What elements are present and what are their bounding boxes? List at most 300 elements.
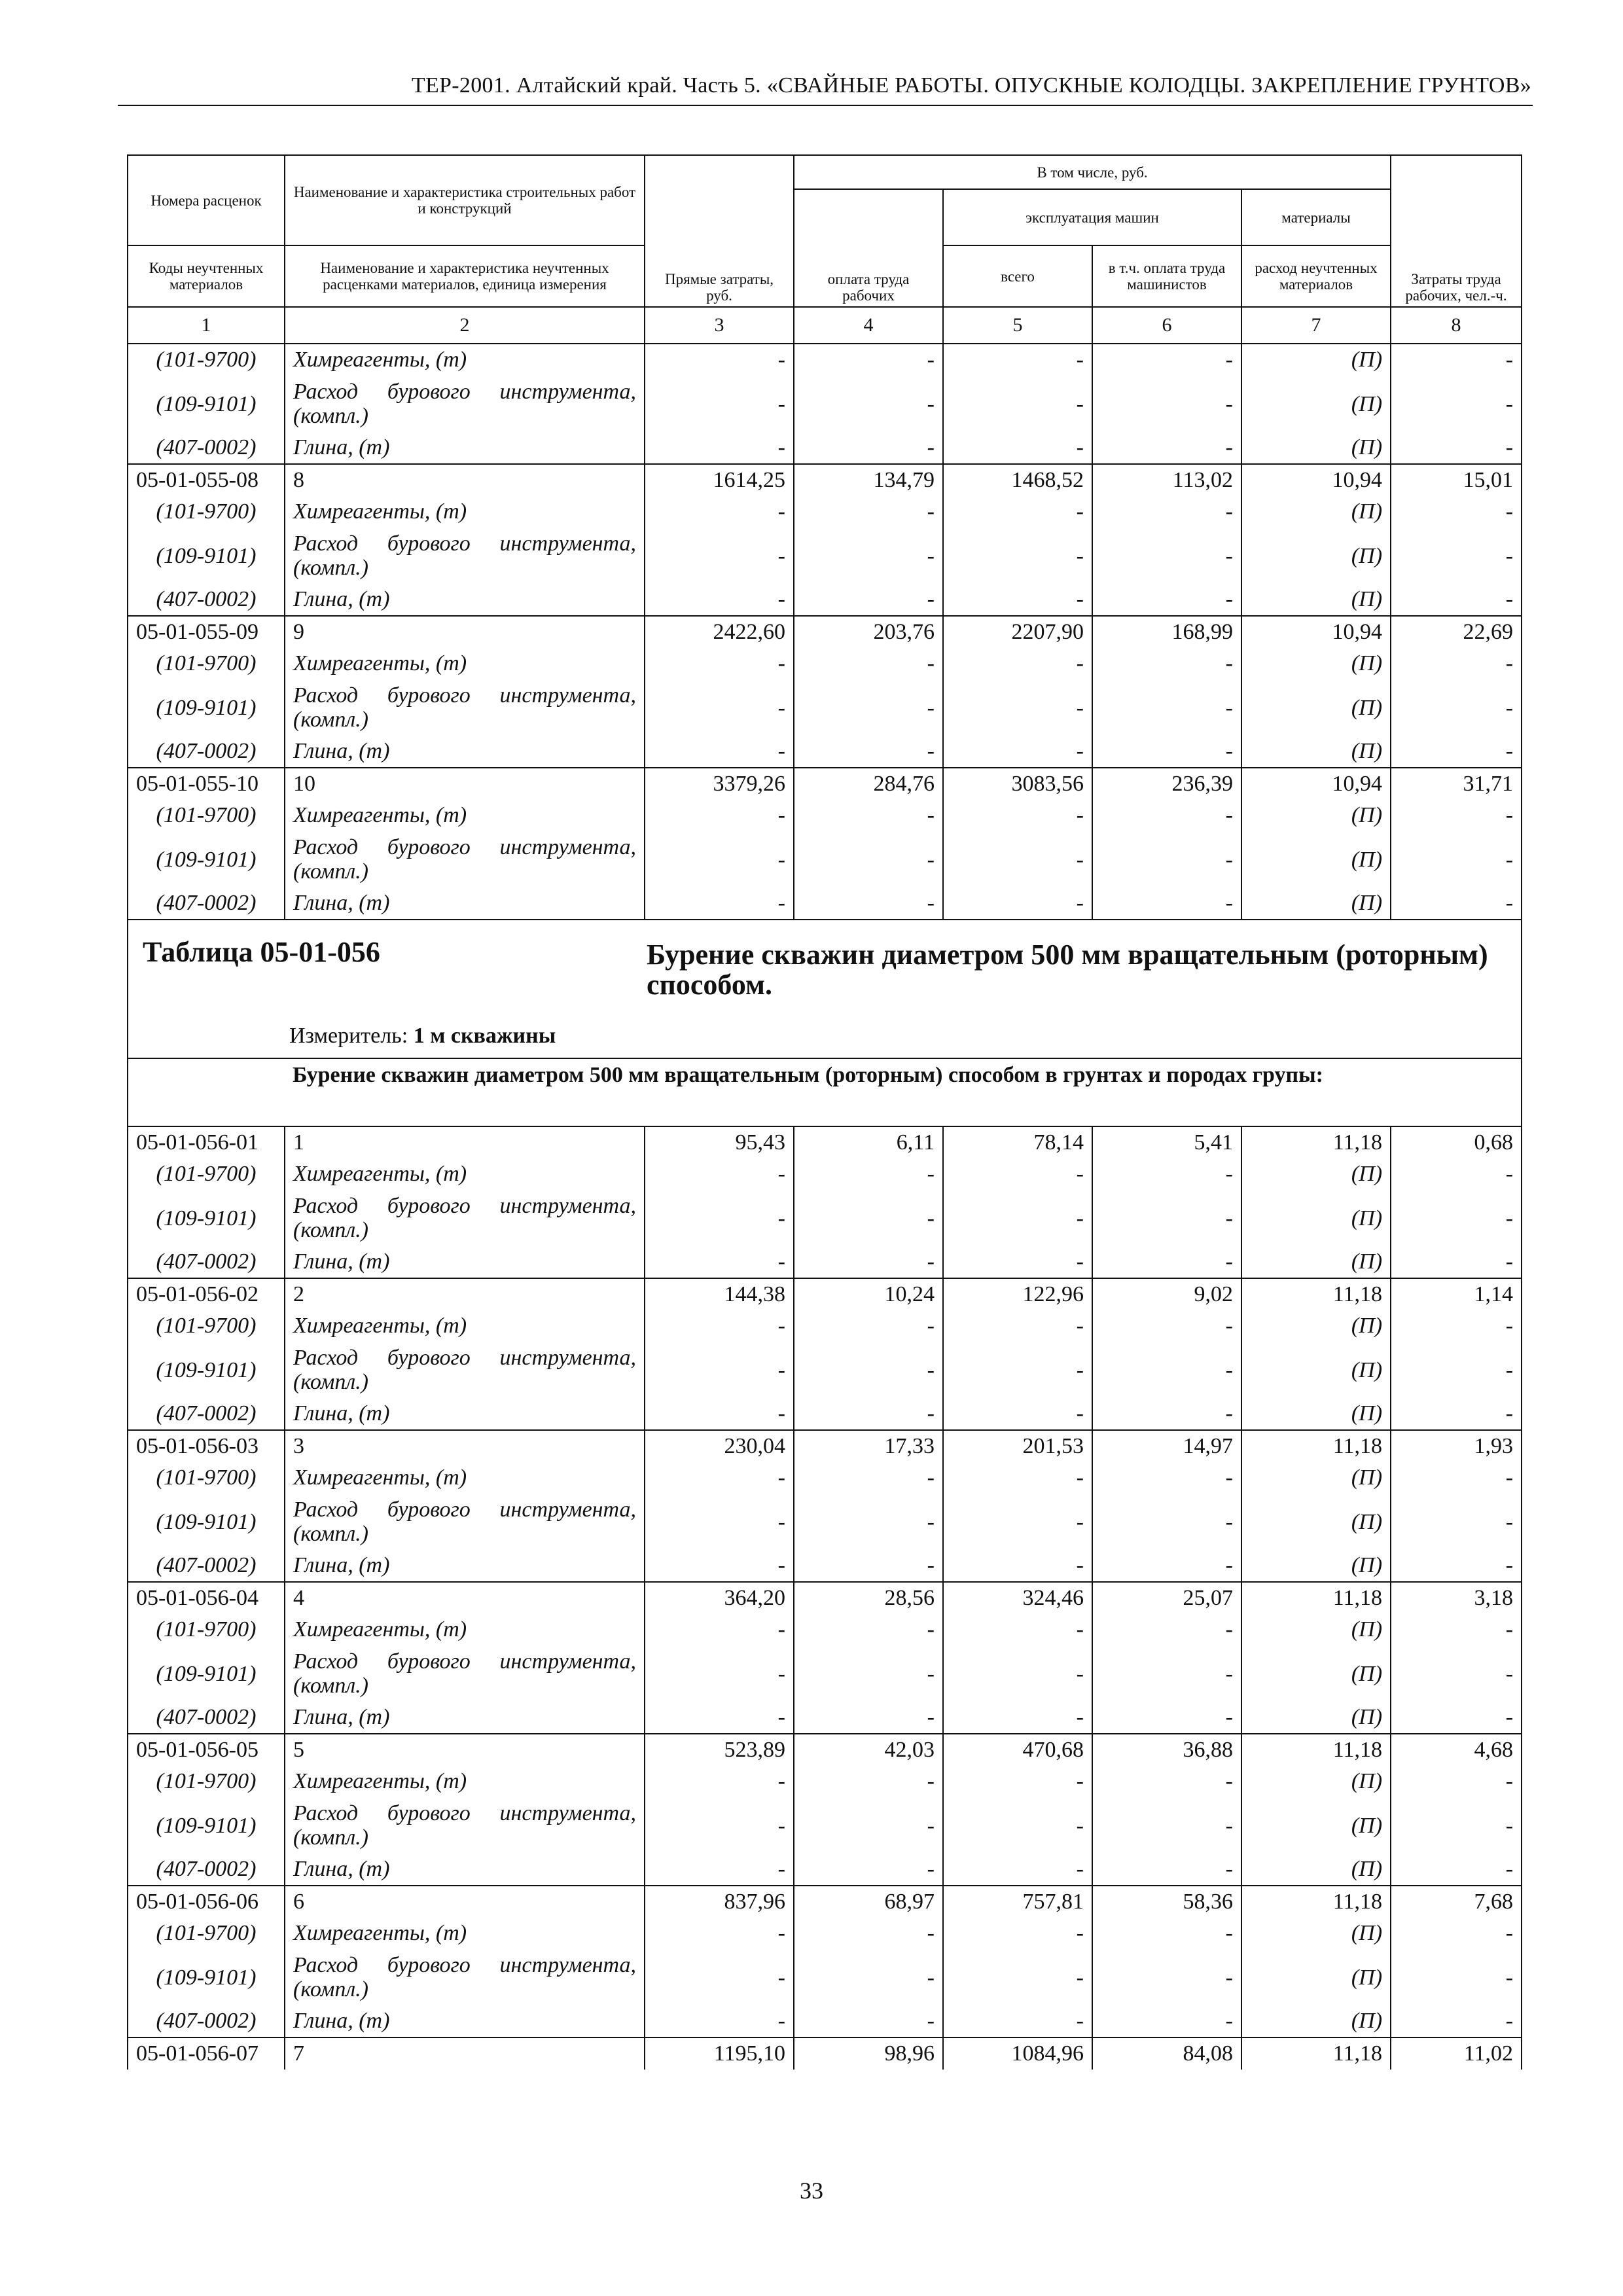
material-usage: (П) bbox=[1241, 1766, 1391, 1797]
worker-pay: - bbox=[794, 831, 943, 888]
measure-unit bbox=[289, 1024, 556, 1049]
material-code: (109-9101) bbox=[128, 376, 285, 432]
material-usage: (П) bbox=[1241, 344, 1391, 376]
machinist-pay: 14,97 bbox=[1092, 1430, 1241, 1462]
header-work-name: Наименование и характеристика строительных работ и конструкций bbox=[285, 155, 645, 245]
labor-costs: 1,14 bbox=[1391, 1278, 1522, 1310]
rate-row bbox=[128, 1582, 1522, 1614]
material-row bbox=[128, 1949, 1522, 2005]
material-name: Химреагенты, (т) bbox=[285, 800, 645, 831]
header-machine-operation: эксплуатация машин bbox=[943, 189, 1241, 245]
direct-costs: - bbox=[645, 1645, 794, 1702]
direct-costs: - bbox=[645, 648, 794, 679]
material-usage: (П) bbox=[1241, 800, 1391, 831]
direct-costs: - bbox=[645, 1310, 794, 1342]
material-code: (407-0002) bbox=[128, 432, 285, 464]
material-usage: 10,94 bbox=[1241, 616, 1391, 648]
machinist-pay: - bbox=[1092, 1158, 1241, 1190]
worker-pay: - bbox=[794, 1918, 943, 1949]
machines-total: - bbox=[943, 344, 1092, 376]
direct-costs: - bbox=[645, 1614, 794, 1645]
labor-costs: - bbox=[1391, 1462, 1522, 1494]
machinist-pay: - bbox=[1092, 648, 1241, 679]
machinist-pay: - bbox=[1092, 1462, 1241, 1494]
worker-pay: - bbox=[794, 1398, 943, 1430]
material-name: Расход бурового инструмента, (компл.) bbox=[285, 1342, 645, 1398]
table-description: Бурение скважин диаметром 500 мм вращательным (роторным) способом. bbox=[647, 939, 1488, 1001]
material-usage: 11,18 bbox=[1241, 1126, 1391, 1158]
machines-total: 757,81 bbox=[943, 1886, 1092, 1918]
material-usage: 11,18 bbox=[1241, 1278, 1391, 1310]
machines-total: - bbox=[943, 831, 1092, 888]
direct-costs: - bbox=[645, 496, 794, 528]
material-usage: (П) bbox=[1241, 376, 1391, 432]
rate-name: 1 bbox=[285, 1126, 645, 1158]
worker-pay: - bbox=[794, 1462, 943, 1494]
material-name: Химреагенты, (т) bbox=[285, 1918, 645, 1949]
section-heading: Бурение скважин диаметром 500 мм вращательным (роторным) способом в грунтах и породах групы: bbox=[285, 1058, 1522, 1126]
machines-total: - bbox=[943, 1702, 1092, 1734]
column-number: 7 bbox=[1241, 307, 1391, 344]
machinist-pay: - bbox=[1092, 1246, 1241, 1278]
labor-costs: - bbox=[1391, 1766, 1522, 1797]
material-row bbox=[128, 1854, 1522, 1886]
header-machinist-pay: в т.ч. оплата труда машинистов bbox=[1092, 245, 1241, 307]
rate-name: 4 bbox=[285, 1582, 645, 1614]
material-name: Химреагенты, (т) bbox=[285, 1158, 645, 1190]
machines-total: - bbox=[943, 528, 1092, 584]
material-name: Химреагенты, (т) bbox=[285, 344, 645, 376]
material-row bbox=[128, 584, 1522, 616]
section-spacer bbox=[128, 1058, 285, 1126]
material-usage: (П) bbox=[1241, 528, 1391, 584]
machinist-pay: 58,36 bbox=[1092, 1886, 1241, 1918]
machines-total: - bbox=[943, 2005, 1092, 2037]
direct-costs: 837,96 bbox=[645, 1886, 794, 1918]
direct-costs: - bbox=[645, 1462, 794, 1494]
material-usage: (П) bbox=[1241, 1550, 1391, 1582]
labor-costs: - bbox=[1391, 1614, 1522, 1645]
machinist-pay: - bbox=[1092, 831, 1241, 888]
material-row bbox=[128, 1918, 1522, 1949]
table-05-01-055-continuation bbox=[128, 344, 1522, 920]
measure-prefix: Измеритель: bbox=[289, 1024, 414, 1048]
machines-total: - bbox=[943, 1797, 1092, 1854]
worker-pay: - bbox=[794, 2005, 943, 2037]
direct-costs: - bbox=[645, 1158, 794, 1190]
column-number: 1 bbox=[128, 307, 285, 344]
worker-pay: - bbox=[794, 528, 943, 584]
machines-total: 1468,52 bbox=[943, 464, 1092, 496]
machines-total: 201,53 bbox=[943, 1430, 1092, 1462]
direct-costs: - bbox=[645, 831, 794, 888]
material-code: (407-0002) bbox=[128, 2005, 285, 2037]
direct-costs: - bbox=[645, 1949, 794, 2005]
machines-total: - bbox=[943, 584, 1092, 616]
direct-costs: - bbox=[645, 1190, 794, 1246]
direct-costs: 1195,10 bbox=[645, 2037, 794, 2070]
table-05-01-056 bbox=[128, 1126, 1522, 2070]
material-row bbox=[128, 344, 1522, 376]
material-name: Химреагенты, (т) bbox=[285, 1614, 645, 1645]
machinist-pay: - bbox=[1092, 1854, 1241, 1886]
material-name: Глина, (т) bbox=[285, 1246, 645, 1278]
worker-pay: - bbox=[794, 376, 943, 432]
worker-pay: - bbox=[794, 1702, 943, 1734]
rate-name: 5 bbox=[285, 1734, 645, 1766]
material-usage: (П) bbox=[1241, 584, 1391, 616]
material-usage: (П) bbox=[1241, 831, 1391, 888]
material-code: (407-0002) bbox=[128, 1246, 285, 1278]
machines-total: - bbox=[943, 1854, 1092, 1886]
material-usage: 10,94 bbox=[1241, 768, 1391, 800]
header-material-codes: Коды неучтенных материалов bbox=[128, 245, 285, 307]
worker-pay: 98,96 bbox=[794, 2037, 943, 2070]
header-machines-total: всего bbox=[943, 245, 1092, 307]
material-usage: 10,94 bbox=[1241, 464, 1391, 496]
rate-name: 10 bbox=[285, 768, 645, 800]
material-row bbox=[128, 1550, 1522, 1582]
machinist-pay: 36,88 bbox=[1092, 1734, 1241, 1766]
rate-row bbox=[128, 1126, 1522, 1158]
worker-pay: 17,33 bbox=[794, 1430, 943, 1462]
rate-row bbox=[128, 768, 1522, 800]
material-usage: (П) bbox=[1241, 1494, 1391, 1550]
machines-total: - bbox=[943, 1949, 1092, 2005]
direct-costs: - bbox=[645, 1702, 794, 1734]
direct-costs: 1614,25 bbox=[645, 464, 794, 496]
material-code: (101-9700) bbox=[128, 1310, 285, 1342]
material-row bbox=[128, 1342, 1522, 1398]
machinist-pay: 84,08 bbox=[1092, 2037, 1241, 2070]
labor-costs: - bbox=[1391, 1310, 1522, 1342]
worker-pay: 134,79 bbox=[794, 464, 943, 496]
machines-total: - bbox=[943, 1918, 1092, 1949]
labor-costs: - bbox=[1391, 1702, 1522, 1734]
table-title-block bbox=[128, 920, 1522, 1058]
direct-costs: - bbox=[645, 1797, 794, 1854]
page-number: 33 bbox=[800, 2178, 823, 2204]
material-row bbox=[128, 1462, 1522, 1494]
machinist-pay: 236,39 bbox=[1092, 768, 1241, 800]
worker-pay: - bbox=[794, 1190, 943, 1246]
direct-costs: 364,20 bbox=[645, 1582, 794, 1614]
rate-name: 3 bbox=[285, 1430, 645, 1462]
header-rule bbox=[118, 105, 1533, 106]
column-number: 5 bbox=[943, 307, 1092, 344]
machinist-pay: - bbox=[1092, 736, 1241, 768]
direct-costs: - bbox=[645, 736, 794, 768]
labor-costs: - bbox=[1391, 648, 1522, 679]
material-usage: (П) bbox=[1241, 1645, 1391, 1702]
column-number: 2 bbox=[285, 307, 645, 344]
header-material-names: Наименование и характеристика неучтенных расценками материалов, единица измерения bbox=[285, 245, 645, 307]
worker-pay: 6,11 bbox=[794, 1126, 943, 1158]
material-name: Расход бурового инструмента, (компл.) bbox=[285, 528, 645, 584]
machinist-pay: - bbox=[1092, 1190, 1241, 1246]
material-usage: (П) bbox=[1241, 1949, 1391, 2005]
direct-costs: - bbox=[645, 1246, 794, 1278]
machines-total: - bbox=[943, 432, 1092, 464]
rate-row bbox=[128, 616, 1522, 648]
machinist-pay: - bbox=[1092, 1918, 1241, 1949]
labor-costs: - bbox=[1391, 584, 1522, 616]
direct-costs: - bbox=[645, 1550, 794, 1582]
machinist-pay: - bbox=[1092, 1550, 1241, 1582]
material-row bbox=[128, 1310, 1522, 1342]
worker-pay: - bbox=[794, 1854, 943, 1886]
worker-pay: - bbox=[794, 496, 943, 528]
rate-row bbox=[128, 2037, 1522, 2070]
labor-costs: - bbox=[1391, 679, 1522, 736]
labor-costs: - bbox=[1391, 2005, 1522, 2037]
machines-total: - bbox=[943, 800, 1092, 831]
machinist-pay: - bbox=[1092, 496, 1241, 528]
labor-costs: - bbox=[1391, 1918, 1522, 1949]
labor-costs: - bbox=[1391, 1342, 1522, 1398]
rate-name: 9 bbox=[285, 616, 645, 648]
labor-costs: 1,93 bbox=[1391, 1430, 1522, 1462]
material-row bbox=[128, 1398, 1522, 1430]
machinist-pay: - bbox=[1092, 1614, 1241, 1645]
material-row bbox=[128, 679, 1522, 736]
material-name: Расход бурового инструмента, (компл.) bbox=[285, 1190, 645, 1246]
rate-row bbox=[128, 1430, 1522, 1462]
direct-costs: - bbox=[645, 344, 794, 376]
material-row bbox=[128, 432, 1522, 464]
rate-code: 05-01-056-06 bbox=[128, 1886, 285, 1918]
material-code: (101-9700) bbox=[128, 1158, 285, 1190]
labor-costs: - bbox=[1391, 1550, 1522, 1582]
labor-costs: - bbox=[1391, 1398, 1522, 1430]
material-usage: (П) bbox=[1241, 1702, 1391, 1734]
worker-pay: - bbox=[794, 1158, 943, 1190]
labor-costs: - bbox=[1391, 344, 1522, 376]
machinist-pay: - bbox=[1092, 376, 1241, 432]
material-row bbox=[128, 1797, 1522, 1854]
worker-pay: - bbox=[794, 1766, 943, 1797]
labor-costs: - bbox=[1391, 1158, 1522, 1190]
material-code: (101-9700) bbox=[128, 648, 285, 679]
machinist-pay: - bbox=[1092, 1702, 1241, 1734]
rate-name: 8 bbox=[285, 464, 645, 496]
direct-costs: - bbox=[645, 584, 794, 616]
direct-costs: 2422,60 bbox=[645, 616, 794, 648]
worker-pay: - bbox=[794, 736, 943, 768]
header-material-usage: расход неучтенных материалов bbox=[1241, 245, 1391, 307]
material-code: (101-9700) bbox=[128, 800, 285, 831]
labor-costs: 15,01 bbox=[1391, 464, 1522, 496]
worker-pay: 284,76 bbox=[794, 768, 943, 800]
worker-pay: - bbox=[794, 679, 943, 736]
direct-costs: - bbox=[645, 1854, 794, 1886]
labor-costs: 31,71 bbox=[1391, 768, 1522, 800]
direct-costs: - bbox=[645, 376, 794, 432]
header-direct-costs: Прямые затраты, руб. bbox=[645, 155, 794, 307]
material-row bbox=[128, 888, 1522, 920]
machines-total: - bbox=[943, 888, 1092, 920]
worker-pay: - bbox=[794, 648, 943, 679]
direct-costs: - bbox=[645, 1918, 794, 1949]
machines-total: - bbox=[943, 679, 1092, 736]
machines-total: - bbox=[943, 1246, 1092, 1278]
material-name: Химреагенты, (т) bbox=[285, 1310, 645, 1342]
material-row bbox=[128, 1645, 1522, 1702]
worker-pay: - bbox=[794, 1614, 943, 1645]
worker-pay: - bbox=[794, 1342, 943, 1398]
direct-costs: 144,38 bbox=[645, 1278, 794, 1310]
column-number: 3 bbox=[645, 307, 794, 344]
material-usage: 11,18 bbox=[1241, 1886, 1391, 1918]
machines-total: - bbox=[943, 1398, 1092, 1430]
material-row bbox=[128, 648, 1522, 679]
material-code: (109-9101) bbox=[128, 1190, 285, 1246]
machines-total: - bbox=[943, 1310, 1092, 1342]
machinist-pay: - bbox=[1092, 528, 1241, 584]
material-row bbox=[128, 1766, 1522, 1797]
worker-pay: - bbox=[794, 1949, 943, 2005]
machinist-pay: - bbox=[1092, 2005, 1241, 2037]
material-code: (109-9101) bbox=[128, 1797, 285, 1854]
rate-code: 05-01-055-10 bbox=[128, 768, 285, 800]
worker-pay: - bbox=[794, 432, 943, 464]
material-name: Химреагенты, (т) bbox=[285, 648, 645, 679]
rate-code: 05-01-056-03 bbox=[128, 1430, 285, 1462]
worker-pay: - bbox=[794, 344, 943, 376]
material-name: Химреагенты, (т) bbox=[285, 1462, 645, 1494]
material-name: Глина, (т) bbox=[285, 1550, 645, 1582]
worker-pay: - bbox=[794, 1797, 943, 1854]
material-usage: (П) bbox=[1241, 1462, 1391, 1494]
material-name: Химреагенты, (т) bbox=[285, 496, 645, 528]
machinist-pay: - bbox=[1092, 888, 1241, 920]
rate-code: 05-01-056-05 bbox=[128, 1734, 285, 1766]
rate-name: 2 bbox=[285, 1278, 645, 1310]
direct-costs: 230,04 bbox=[645, 1430, 794, 1462]
machinist-pay: 5,41 bbox=[1092, 1126, 1241, 1158]
material-row bbox=[128, 736, 1522, 768]
material-row bbox=[128, 1158, 1522, 1190]
material-usage: (П) bbox=[1241, 736, 1391, 768]
machinist-pay: - bbox=[1092, 584, 1241, 616]
column-number: 6 bbox=[1092, 307, 1241, 344]
worker-pay: - bbox=[794, 1494, 943, 1550]
material-code: (101-9700) bbox=[128, 1462, 285, 1494]
column-number: 4 bbox=[794, 307, 943, 344]
machines-total: 78,14 bbox=[943, 1126, 1092, 1158]
material-row bbox=[128, 1494, 1522, 1550]
material-code: (101-9700) bbox=[128, 1918, 285, 1949]
column-number: 8 bbox=[1391, 307, 1522, 344]
machines-total: 324,46 bbox=[943, 1582, 1092, 1614]
rate-row bbox=[128, 464, 1522, 496]
labor-costs: - bbox=[1391, 496, 1522, 528]
machinist-pay: - bbox=[1092, 800, 1241, 831]
labor-costs: - bbox=[1391, 1645, 1522, 1702]
direct-costs: - bbox=[645, 888, 794, 920]
labor-costs: - bbox=[1391, 1494, 1522, 1550]
labor-costs: - bbox=[1391, 1246, 1522, 1278]
machines-total: 3083,56 bbox=[943, 768, 1092, 800]
machines-total: - bbox=[943, 376, 1092, 432]
rate-name: 6 bbox=[285, 1886, 645, 1918]
labor-costs: - bbox=[1391, 528, 1522, 584]
worker-pay: 28,56 bbox=[794, 1582, 943, 1614]
machines-total: 470,68 bbox=[943, 1734, 1092, 1766]
machines-total: - bbox=[943, 1614, 1092, 1645]
material-code: (109-9101) bbox=[128, 831, 285, 888]
material-usage: (П) bbox=[1241, 432, 1391, 464]
material-row bbox=[128, 1702, 1522, 1734]
material-usage: (П) bbox=[1241, 1190, 1391, 1246]
material-usage: (П) bbox=[1241, 1246, 1391, 1278]
material-code: (109-9101) bbox=[128, 1342, 285, 1398]
direct-costs: - bbox=[645, 800, 794, 831]
material-usage: 11,18 bbox=[1241, 1734, 1391, 1766]
material-name: Расход бурового инструмента, (компл.) bbox=[285, 1494, 645, 1550]
rate-name: 7 bbox=[285, 2037, 645, 2070]
material-usage: 11,18 bbox=[1241, 1582, 1391, 1614]
table-label: Таблица 05-01-056 bbox=[143, 936, 380, 968]
machines-total: 122,96 bbox=[943, 1278, 1092, 1310]
machinist-pay: - bbox=[1092, 432, 1241, 464]
labor-costs: 11,02 bbox=[1391, 2037, 1522, 2070]
direct-costs: - bbox=[645, 679, 794, 736]
rate-code: 05-01-056-01 bbox=[128, 1126, 285, 1158]
machinist-pay: 9,02 bbox=[1092, 1278, 1241, 1310]
material-row bbox=[128, 831, 1522, 888]
material-code: (109-9101) bbox=[128, 528, 285, 584]
material-name: Расход бурового инструмента, (компл.) bbox=[285, 1949, 645, 2005]
labor-costs: - bbox=[1391, 376, 1522, 432]
worker-pay: - bbox=[794, 1645, 943, 1702]
labor-costs: 3,18 bbox=[1391, 1582, 1522, 1614]
machines-total: - bbox=[943, 648, 1092, 679]
material-usage: (П) bbox=[1241, 888, 1391, 920]
labor-costs: - bbox=[1391, 432, 1522, 464]
header-materials: материалы bbox=[1241, 189, 1391, 245]
machines-total: - bbox=[943, 1462, 1092, 1494]
machinist-pay: 113,02 bbox=[1092, 464, 1241, 496]
labor-costs: - bbox=[1391, 1797, 1522, 1854]
material-usage: (П) bbox=[1241, 1398, 1391, 1430]
machines-total: - bbox=[943, 1766, 1092, 1797]
direct-costs: - bbox=[645, 2005, 794, 2037]
labor-costs: - bbox=[1391, 831, 1522, 888]
material-usage: (П) bbox=[1241, 1614, 1391, 1645]
material-usage: (П) bbox=[1241, 648, 1391, 679]
worker-pay: - bbox=[794, 1550, 943, 1582]
material-name: Расход бурового инструмента, (компл.) bbox=[285, 1797, 645, 1854]
machinist-pay: - bbox=[1092, 344, 1241, 376]
material-usage: (П) bbox=[1241, 1342, 1391, 1398]
labor-costs: - bbox=[1391, 736, 1522, 768]
machinist-pay: - bbox=[1092, 1494, 1241, 1550]
direct-costs: 95,43 bbox=[645, 1126, 794, 1158]
labor-costs: 7,68 bbox=[1391, 1886, 1522, 1918]
machinist-pay: - bbox=[1092, 1766, 1241, 1797]
material-code: (109-9101) bbox=[128, 679, 285, 736]
labor-costs: - bbox=[1391, 888, 1522, 920]
machinist-pay: - bbox=[1092, 1342, 1241, 1398]
labor-costs: 0,68 bbox=[1391, 1126, 1522, 1158]
worker-pay: - bbox=[794, 1310, 943, 1342]
machinist-pay: - bbox=[1092, 1398, 1241, 1430]
machinist-pay: - bbox=[1092, 679, 1241, 736]
worker-pay: - bbox=[794, 584, 943, 616]
header-rate-number: Номера расценок bbox=[128, 155, 285, 245]
material-name: Расход бурового инструмента, (компл.) bbox=[285, 831, 645, 888]
